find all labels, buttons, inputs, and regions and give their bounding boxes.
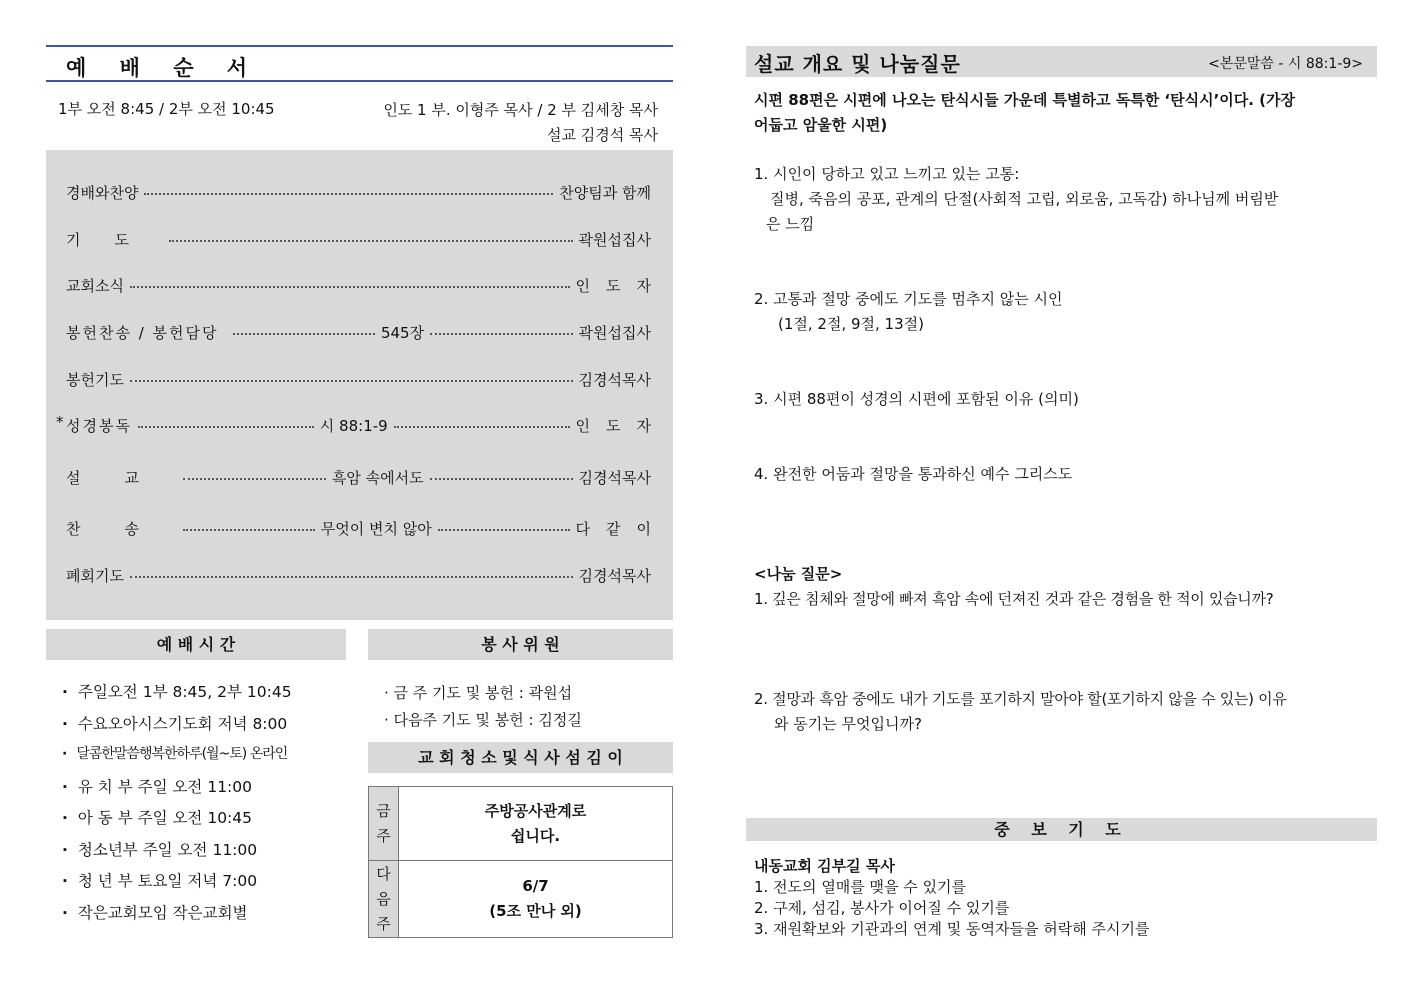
- service-times: 1부 오전 8:45 / 2부 오전 10:45: [58, 100, 275, 118]
- worship-order-title-box: [46, 45, 673, 82]
- point-sub: 은 느낌: [766, 215, 815, 233]
- prayer-item: 2. 구제, 섬김, 봉사가 이어질 수 있기를: [754, 899, 1010, 917]
- order-row: [66, 465, 651, 489]
- cleaning-header: 교 회 청 소 및 식 사 섬 김 이: [368, 742, 673, 773]
- prayer-item: 3. 재원확보와 기관과의 연계 및 동역자들을 허락해 주시기를: [754, 920, 1150, 938]
- cleaning-table: [368, 786, 673, 938]
- order-item-leader: 다같이: [575, 519, 667, 538]
- order-item-leader: 인도자: [575, 276, 667, 295]
- point-text: 2. 고통과 절망 중에도 기도를 멈추지 않는 시인: [754, 290, 1063, 308]
- intro-line: 어둡고 암울한 시편): [754, 116, 888, 134]
- schedule-item: · 청 년 부 토요일 저녁 7:00: [62, 869, 292, 901]
- order-row: [66, 227, 651, 251]
- dot-leader: [394, 426, 570, 428]
- cleaning-row-this-week: [369, 787, 672, 861]
- order-row: [66, 563, 651, 587]
- point-sub: (1절, 2절, 9절, 13절): [778, 315, 924, 333]
- point-text: 3. 시편 88편이 성경의 시편에 포함된 이유 (의미): [754, 390, 1079, 408]
- order-item-detail: 545장: [380, 323, 425, 342]
- order-row: [56, 413, 668, 437]
- cleaning-row-label: [369, 861, 399, 937]
- service-leaders: [383, 98, 658, 148]
- prayer-item: 1. 전도의 열매를 맺을 수 있기를: [754, 878, 967, 896]
- order-item-name: 교회소식: [66, 276, 124, 295]
- cleaning-value-line: 주방공사관계로: [484, 801, 587, 820]
- order-item-leader: 김경석목사: [578, 370, 651, 389]
- worship-order-title: 예 배 순 서: [66, 56, 261, 80]
- order-row: [66, 180, 651, 204]
- sermon-point-3: [754, 387, 1368, 412]
- dot-leader: [130, 576, 573, 578]
- order-item-name: 폐회기도: [66, 566, 124, 585]
- order-item-leader: 김경석목사: [578, 468, 651, 487]
- standing-asterisk: *: [56, 413, 64, 431]
- sharing-questions: [754, 562, 1368, 612]
- dot-leader: [138, 426, 314, 428]
- order-item-name: 성경봉독: [66, 416, 132, 435]
- cleaning-row-next-week: [369, 861, 672, 937]
- dot-leader: [183, 529, 315, 531]
- point-sub: 질병, 죽음의 공포, 관계의 단절(사회적 고립, 외로움, 고독감) 하나님께 버림받: [770, 190, 1279, 208]
- cleaning-value-line: (5조 만나 외): [489, 902, 582, 920]
- dot-leader: [183, 478, 326, 480]
- volunteer-item: · 다음주 기도 및 봉헌 : 김정길: [384, 711, 582, 729]
- cleaning-value-line: 쉽니다.: [510, 826, 561, 845]
- order-item-name: 봉헌찬송 / 봉헌담당: [66, 323, 219, 342]
- order-row: [66, 273, 667, 297]
- point-text: 1. 시인이 당하고 있고 느끼고 있는 고통:: [754, 165, 1020, 183]
- intercession-list: [754, 856, 1149, 940]
- worship-order-panel: [46, 150, 673, 620]
- schedule-item: · 작은교회모임 작은교회별: [62, 901, 292, 933]
- schedule-list: [62, 680, 292, 932]
- order-item-leader: 곽원섭집사: [578, 323, 651, 342]
- order-item-detail: 무엇이 변치 않아: [320, 519, 432, 538]
- dot-leader: [233, 333, 375, 335]
- sharing-question: 와 동기는 무엇입니까?: [774, 715, 922, 733]
- schedule-item: · 아 동 부 주일 오전 10:45: [62, 806, 292, 838]
- leaders-line-1: 인도 1 부. 이형주 목사 / 2 부 김세창 목사: [383, 101, 658, 119]
- sermon-point-2: [754, 287, 1368, 337]
- dot-leader: [169, 240, 573, 242]
- dot-leader: [430, 333, 572, 335]
- schedule-item: · 청소년부 주일 오전 11:00: [62, 838, 292, 870]
- leaders-line-2: 설교 김경석 목사: [547, 126, 658, 144]
- order-item-detail: 시 88:1-9: [319, 416, 388, 435]
- sermon-point-4: [754, 462, 1368, 487]
- order-item-name: 설교: [66, 468, 183, 487]
- order-row: [66, 320, 651, 344]
- schedule-header: 예 배 시 간: [46, 629, 346, 660]
- order-item-name: 찬송: [66, 519, 183, 538]
- label-char: 다: [376, 864, 391, 883]
- order-item-name: 기도: [66, 230, 163, 249]
- label-char: 음: [376, 889, 391, 908]
- order-item-leader: 찬양팀과 함께: [559, 183, 651, 202]
- schedule-item: · 주일오전 1부 8:45, 2부 10:45: [62, 680, 292, 712]
- sermon-title: 설교 개요 및 나눔질문: [754, 52, 961, 76]
- sermon-intro: [754, 88, 1368, 138]
- cleaning-value-line: 6/7: [522, 877, 549, 895]
- sermon-header: [746, 46, 1377, 77]
- cleaning-row-value: [399, 861, 672, 937]
- order-item-detail: 흑암 속에서도: [331, 468, 424, 487]
- label-char: 금: [376, 801, 391, 820]
- sermon-point-1: [754, 162, 1368, 237]
- sharing-question: 2. 절망과 흑암 중에도 내가 기도를 포기하지 말아야 할(포기하지 않을 수 있는) 이유: [754, 690, 1287, 708]
- cleaning-row-label: [369, 787, 399, 860]
- sharing-question-2: [754, 687, 1368, 737]
- order-item-leader: 곽원섭집사: [578, 230, 651, 249]
- point-text: 4. 완전한 어둠과 절망을 통과하신 예수 그리스도: [754, 465, 1073, 483]
- volunteer-header: 봉 사 위 원: [368, 629, 673, 660]
- volunteer-item: · 금 주 기도 및 봉헌 : 곽원섭: [384, 684, 573, 702]
- dot-leader: [130, 380, 573, 382]
- label-char: 주: [376, 914, 391, 933]
- dot-leader: [144, 193, 553, 195]
- dot-leader: [438, 529, 570, 531]
- order-row: [66, 516, 667, 540]
- schedule-item: · 달콤한말씀행복한하루(월~토) 온라인: [62, 743, 292, 775]
- schedule-item: · 유 치 부 주일 오전 11:00: [62, 775, 292, 807]
- label-char: 주: [376, 826, 391, 845]
- sharing-title: <나눔 질문>: [754, 565, 843, 583]
- sharing-question: 1. 깊은 침체와 절망에 빠져 흑암 속에 던져진 것과 같은 경험을 한 적이 있습니까?: [754, 590, 1274, 608]
- volunteer-list: [384, 682, 582, 736]
- cleaning-row-value: [399, 787, 672, 860]
- order-item-name: 경배와찬양: [66, 183, 139, 202]
- scripture-reference: <본문말씀 - 시 88:1-9>: [1208, 56, 1363, 72]
- dot-leader: [430, 478, 573, 480]
- prayer-church: 내동교회 김부길 목사: [754, 857, 895, 875]
- order-item-leader: 인도자: [575, 416, 668, 435]
- order-item-name: 봉헌기도: [66, 370, 124, 389]
- order-row: [66, 367, 651, 391]
- intercession-header: 중 보 기 도: [746, 818, 1377, 841]
- schedule-item: · 수요오아시스기도회 저녁 8:00: [62, 712, 292, 744]
- dot-leader: [130, 286, 570, 288]
- intro-line: 시편 88편은 시편에 나오는 탄식시들 가운데 특별하고 독특한 ‘탄식시’이다. (가장: [754, 91, 1296, 109]
- order-item-leader: 김경석목사: [578, 566, 651, 585]
